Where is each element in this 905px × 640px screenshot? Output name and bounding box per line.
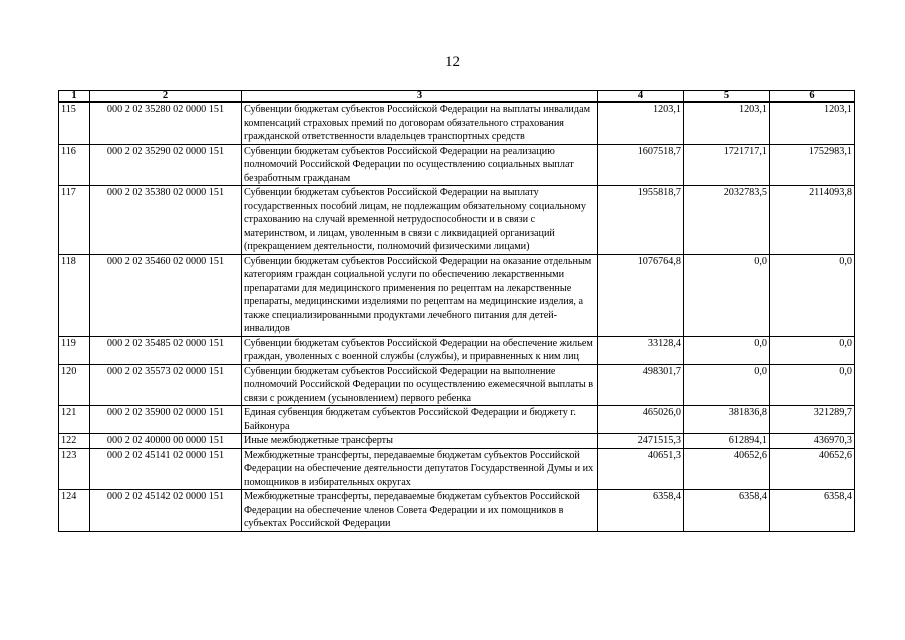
amount-col-4: 498301,7 (598, 364, 684, 406)
amount-col-4: 1076764,8 (598, 254, 684, 336)
table-row (59, 490, 855, 532)
budget-code: 000 2 02 35380 02 0000 151 (90, 186, 242, 255)
amount-col-4: 1607518,7 (598, 144, 684, 186)
budget-code: 000 2 02 40000 00 0000 151 (90, 434, 242, 449)
amount-col-6: 0,0 (770, 336, 855, 364)
amount-col-4: 40651,3 (598, 448, 684, 490)
income-name: Субвенции бюджетам субъектов Российской Федерации на обеспечение жильем граждан, уволенных с военной службы (службы), и приравненных к ним лиц (242, 336, 598, 364)
amount-col-5: 1721717,1 (684, 144, 770, 186)
header-row (59, 91, 855, 103)
amount-col-4: 2471515,3 (598, 434, 684, 449)
row-number: 115 (59, 102, 90, 144)
amount-col-5: 40652,6 (684, 448, 770, 490)
row-number: 123 (59, 448, 90, 490)
table-row (59, 336, 855, 364)
income-name: Единая субвенция бюджетам субъектов Российской Федерации и бюджету г. Байконура (242, 406, 598, 434)
amount-col-4: 6358,4 (598, 490, 684, 532)
income-name: Субвенции бюджетам субъектов Российской Федерации на выплату государственных пособий лицам, не подлежащим обязательному социальному страхованию на случай временной нетрудоспособности и в связи с материнством, и лицам, уволенным в связи с ликвидацией организаций (прекращением деятельности, полномочий физическими лицами) (242, 186, 598, 255)
budget-code: 000 2 02 35290 02 0000 151 (90, 144, 242, 186)
income-name: Межбюджетные трансферты, передаваемые бюджетам субъектов Российской Федерации на обеспечение членов Совета Федерации и их помощников в субъектах Российской Федерации (242, 490, 598, 532)
table-row (59, 102, 855, 144)
budget-code: 000 2 02 35460 02 0000 151 (90, 254, 242, 336)
amount-col-5: 0,0 (684, 254, 770, 336)
amount-col-6: 40652,6 (770, 448, 855, 490)
amount-col-6: 2114093,8 (770, 186, 855, 255)
income-name: Иные межбюджетные трансферты (242, 434, 598, 449)
amount-col-6: 321289,7 (770, 406, 855, 434)
amount-col-4: 465026,0 (598, 406, 684, 434)
budget-table (58, 90, 855, 532)
budget-code: 000 2 02 45142 02 0000 151 (90, 490, 242, 532)
table-row (59, 406, 855, 434)
row-number: 121 (59, 406, 90, 434)
table-row (59, 434, 855, 449)
header-col-1: 1 (59, 91, 90, 103)
table-row (59, 186, 855, 255)
amount-col-5: 612894,1 (684, 434, 770, 449)
header-col-2: 2 (90, 91, 242, 103)
amount-col-4: 1955818,7 (598, 186, 684, 255)
amount-col-5: 6358,4 (684, 490, 770, 532)
header-col-4: 4 (598, 91, 684, 103)
row-number: 119 (59, 336, 90, 364)
budget-code: 000 2 02 45141 02 0000 151 (90, 448, 242, 490)
income-name: Субвенции бюджетам субъектов Российской Федерации на выполнение полномочий Российской Федерации по осуществлению ежемесячной выплаты в связи с рождением (усыновлением) первого ребенка (242, 364, 598, 406)
row-number: 118 (59, 254, 90, 336)
budget-code: 000 2 02 35485 02 0000 151 (90, 336, 242, 364)
header-col-3: 3 (242, 91, 598, 103)
amount-col-6: 0,0 (770, 364, 855, 406)
budget-code: 000 2 02 35900 02 0000 151 (90, 406, 242, 434)
table-row (59, 448, 855, 490)
income-name: Субвенции бюджетам субъектов Российской Федерации на оказание отдельным категориям граждан социальной услуги по обеспечению лекарственными препаратами для медицинского применения по рецептам на лекарственные препараты, медицинскими изделиями по рецептам на медицинские изделия, а также специализированными продуктами лечебного питания для детей-инвалидов (242, 254, 598, 336)
amount-col-5: 2032783,5 (684, 186, 770, 255)
amount-col-6: 1752983,1 (770, 144, 855, 186)
table-row (59, 144, 855, 186)
amount-col-6: 436970,3 (770, 434, 855, 449)
row-number: 124 (59, 490, 90, 532)
row-number: 122 (59, 434, 90, 449)
amount-col-4: 33128,4 (598, 336, 684, 364)
amount-col-6: 6358,4 (770, 490, 855, 532)
page-number: 12 (445, 54, 460, 70)
header-col-5: 5 (684, 91, 770, 103)
amount-col-5: 0,0 (684, 336, 770, 364)
row-number: 120 (59, 364, 90, 406)
amount-col-4: 1203,1 (598, 102, 684, 144)
income-name: Субвенции бюджетам субъектов Российской Федерации на реализацию полномочий Российской Федерации по осуществлению социальных выплат безработным гражданам (242, 144, 598, 186)
amount-col-5: 0,0 (684, 364, 770, 406)
budget-code: 000 2 02 35280 02 0000 151 (90, 102, 242, 144)
amount-col-6: 0,0 (770, 254, 855, 336)
amount-col-5: 381836,8 (684, 406, 770, 434)
table-row (59, 254, 855, 336)
income-name: Субвенции бюджетам субъектов Российской Федерации на выплаты инвалидам компенсаций страховых премий по договорам обязательного страхования гражданской ответственности владельцев транспортных средств (242, 102, 598, 144)
row-number: 116 (59, 144, 90, 186)
amount-col-5: 1203,1 (684, 102, 770, 144)
header-col-6: 6 (770, 91, 855, 103)
row-number: 117 (59, 186, 90, 255)
budget-code: 000 2 02 35573 02 0000 151 (90, 364, 242, 406)
amount-col-6: 1203,1 (770, 102, 855, 144)
income-name: Межбюджетные трансферты, передаваемые бюджетам субъектов Российской Федерации на обеспечение деятельности депутатов Государственной Думы и их помощников в избирательных округах (242, 448, 598, 490)
table-row (59, 364, 855, 406)
